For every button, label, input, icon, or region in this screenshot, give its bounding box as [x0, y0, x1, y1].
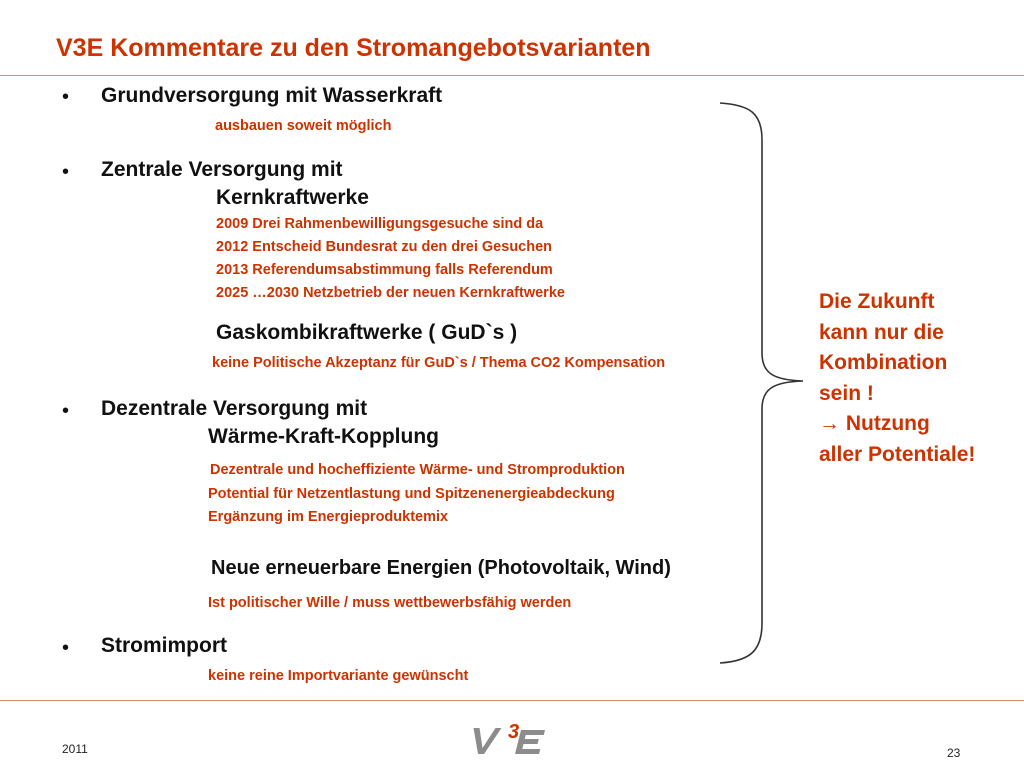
- kernkraftwerke-note: 2009 Drei Rahmenbewilligungsgesuche sind da: [216, 216, 544, 232]
- item-zentral-title: Zentrale Versorgung mit: [101, 158, 343, 181]
- callout-line: Kombination: [819, 351, 948, 374]
- item-grundversorgung-note: ausbauen soweit möglich: [215, 118, 392, 134]
- kernkraftwerke-title: Kernkraftwerke: [216, 186, 369, 209]
- gaskombi-note: keine Politische Akzeptanz für GuD`s / Thema CO2 Kompensation: [212, 355, 666, 371]
- bullet-marker: •: [62, 637, 70, 659]
- kernkraftwerke-note: 2012 Entscheid Bundesrat zu den drei Gesuchen: [216, 239, 553, 255]
- page-title: V3E Kommentare zu den Stromangebotsvarianten: [56, 34, 651, 62]
- page-number: 23: [947, 746, 961, 760]
- footer-year: 2011: [62, 742, 88, 756]
- stromimport-note: keine reine Importvariante gewünscht: [208, 668, 469, 684]
- callout-line: → Nutzung: [819, 412, 930, 435]
- callout-line: sein !: [819, 381, 874, 405]
- title-divider: [0, 75, 1024, 76]
- erneuerbare-title: Neue erneuerbare Energien (Photovoltaik, Wind): [211, 557, 671, 579]
- callout-line: Die Zukunft: [819, 290, 935, 313]
- erneuerbare-note: Ist politischer Wille / muss wettbewerbsfähig werden: [208, 595, 572, 611]
- gaskombi-title: Gaskombikraftwerke ( GuD`s ): [216, 321, 518, 344]
- bullet-marker: •: [62, 86, 70, 108]
- wkk-note: Dezentrale und hocheffiziente Wärme- und Stromproduktion: [210, 462, 625, 478]
- kernkraftwerke-note: 2025 …2030 Netzbetrieb der neuen Kernkraftwerke: [216, 285, 565, 301]
- kernkraftwerke-note: 2013 Referendumsabstimmung falls Referendum: [216, 262, 553, 278]
- wkk-title: Wärme-Kraft-Kopplung: [208, 425, 439, 448]
- wkk-note: Potential für Netzentlastung und Spitzenenergieabdeckung: [208, 486, 615, 502]
- bullet-marker: •: [62, 400, 70, 422]
- item-stromimport-title: Stromimport: [101, 634, 227, 657]
- item-dezentral-title: Dezentrale Versorgung mit: [101, 397, 368, 420]
- curly-brace: [715, 95, 805, 670]
- wkk-note: Ergänzung im Energieproduktemix: [208, 509, 449, 525]
- svg-text:3: 3: [508, 721, 520, 743]
- item-grundversorgung-title: Grundversorgung mit Wasserkraft: [101, 84, 443, 107]
- callout-line: kann nur die: [819, 320, 944, 344]
- bullet-marker: •: [62, 161, 70, 183]
- footer-divider: [0, 700, 1024, 701]
- conclusion-callout: [819, 287, 975, 470]
- v3e-logo: [462, 718, 566, 758]
- callout-line: aller Potentiale!: [819, 442, 976, 466]
